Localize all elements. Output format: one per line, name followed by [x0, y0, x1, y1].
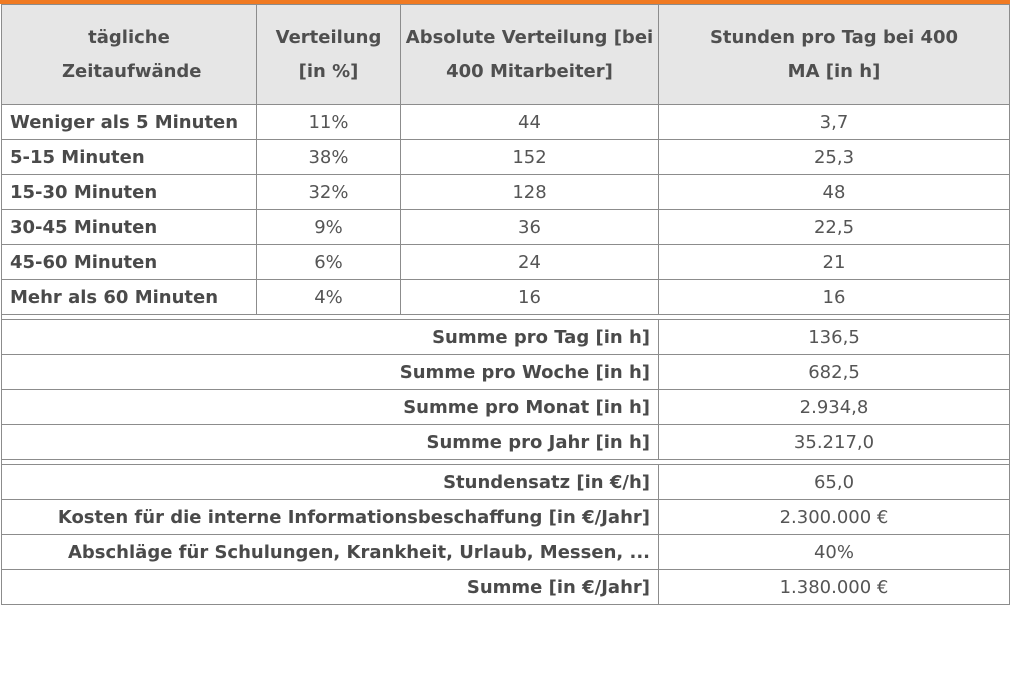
row-absolute: 36 [401, 210, 659, 245]
row-percent: 9% [257, 210, 401, 245]
cost-value: 1.380.000 € [659, 570, 1010, 605]
sum-value: 682,5 [659, 355, 1010, 390]
row-label: 30-45 Minuten [2, 210, 257, 245]
row-percent: 38% [257, 140, 401, 175]
row-percent: 11% [257, 105, 401, 140]
row-absolute: 16 [401, 280, 659, 315]
cost-row [2, 570, 1010, 605]
row-label: 5-15 Minuten [2, 140, 257, 175]
header-distribution: Verteilung [in %] [257, 5, 401, 105]
sum-label: Summe pro Monat [in h] [2, 390, 659, 425]
row-hours: 22,5 [659, 210, 1010, 245]
sum-label: Summe pro Tag [in h] [2, 320, 659, 355]
row-absolute: 24 [401, 245, 659, 280]
row-absolute: 128 [401, 175, 659, 210]
row-absolute: 152 [401, 140, 659, 175]
row-percent: 4% [257, 280, 401, 315]
row-label: Weniger als 5 Minuten [2, 105, 257, 140]
row-hours: 21 [659, 245, 1010, 280]
table-row [2, 105, 1010, 140]
cost-label: Abschläge für Schulungen, Krankheit, Urlaub, Messen, ... [2, 535, 659, 570]
cost-label: Stundensatz [in €/h] [2, 465, 659, 500]
sum-value: 35.217,0 [659, 425, 1010, 460]
cost-table-container [1, 4, 1009, 605]
row-absolute: 44 [401, 105, 659, 140]
sum-row [2, 355, 1010, 390]
sum-row [2, 320, 1010, 355]
cost-row [2, 500, 1010, 535]
sum-row [2, 390, 1010, 425]
row-percent: 6% [257, 245, 401, 280]
cost-row [2, 465, 1010, 500]
cost-value: 2.300.000 € [659, 500, 1010, 535]
header-hours-per-day: Stunden pro Tag bei 400 MA [in h] [659, 5, 1010, 105]
table-row [2, 140, 1010, 175]
row-label: Mehr als 60 Minuten [2, 280, 257, 315]
header-daily-time: tägliche Zeitaufwände [2, 5, 257, 105]
row-hours: 3,7 [659, 105, 1010, 140]
cost-label: Kosten für die interne Informationsbeschaffung [in €/Jahr] [2, 500, 659, 535]
row-hours: 48 [659, 175, 1010, 210]
table-row [2, 210, 1010, 245]
row-hours: 25,3 [659, 140, 1010, 175]
sum-value: 136,5 [659, 320, 1010, 355]
table-row [2, 245, 1010, 280]
table-row [2, 280, 1010, 315]
table-row [2, 175, 1010, 210]
sum-label: Summe pro Woche [in h] [2, 355, 659, 390]
sum-label: Summe pro Jahr [in h] [2, 425, 659, 460]
row-label: 45-60 Minuten [2, 245, 257, 280]
sum-value: 2.934,8 [659, 390, 1010, 425]
row-hours: 16 [659, 280, 1010, 315]
row-label: 15-30 Minuten [2, 175, 257, 210]
cost-row [2, 535, 1010, 570]
cost-label: Summe [in €/Jahr] [2, 570, 659, 605]
header-row [2, 5, 1010, 105]
header-absolute-distribution: Absolute Verteilung [bei 400 Mitarbeiter] [401, 5, 659, 105]
row-percent: 32% [257, 175, 401, 210]
cost-table [1, 4, 1010, 605]
sum-row [2, 425, 1010, 460]
cost-value: 40% [659, 535, 1010, 570]
cost-value: 65,0 [659, 465, 1010, 500]
